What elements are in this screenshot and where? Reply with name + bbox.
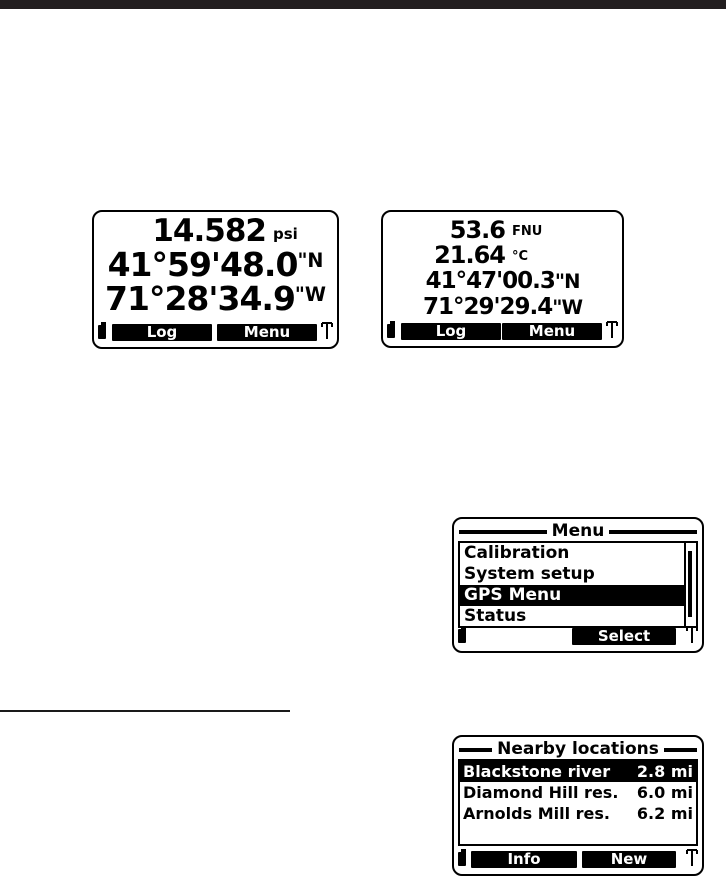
title-rule-left: [459, 748, 492, 752]
antenna-icon: [606, 320, 618, 343]
latitude-line: $41^\circ 59'48.0^{"N}$: [107, 245, 324, 284]
scrollbar[interactable]: [684, 543, 696, 626]
latitude-hemisphere: "N: [554, 270, 580, 293]
title-rule-right: [609, 530, 697, 534]
menu-list: [458, 541, 698, 628]
info-button[interactable]: Info: [471, 851, 577, 868]
locations-title: Nearby locations: [497, 739, 659, 759]
location-name: Diamond Hill res.: [463, 783, 619, 802]
temperature-unit: °C: [512, 249, 529, 264]
page-top-rule: [0, 0, 726, 9]
locations-list: [458, 759, 698, 846]
screen-nearby-locations: [452, 735, 704, 876]
longitude-line: 71°29'29.4"W: [422, 294, 583, 320]
scrollbar-thumb[interactable]: [688, 551, 692, 617]
longitude-hemisphere: "W: [294, 283, 326, 307]
antenna-icon: [686, 625, 698, 648]
location-row-arnolds-mill[interactable]: [460, 803, 696, 824]
latitude-line: 41°47'00.3"N: [425, 268, 580, 294]
menu-item-status[interactable]: Status: [464, 606, 527, 626]
softkey-bar: [98, 323, 333, 341]
temperature-reading-line: [383, 243, 622, 268]
antenna-icon: [686, 848, 698, 871]
softkey-bar: [387, 322, 618, 340]
longitude-hemisphere: "W: [552, 296, 583, 319]
select-button[interactable]: Select: [572, 628, 676, 645]
turbidity-value: 53.6: [449, 216, 505, 244]
battery-icon: [387, 320, 396, 343]
locations-titlebar: [459, 740, 697, 759]
battery-icon: [458, 625, 467, 648]
location-distance: 6.2 mi: [636, 804, 693, 823]
log-button[interactable]: Log: [112, 324, 212, 341]
latitude-hemisphere: "N: [297, 249, 324, 273]
location-distance: 6.0 mi: [636, 783, 693, 802]
turbidity-reading-line: [383, 218, 622, 243]
menu-item-gps-menu[interactable]: GPS Menu: [460, 585, 696, 606]
antenna-icon: [321, 321, 333, 344]
menu-title: Menu: [551, 521, 605, 541]
location-distance: 2.8 mi: [636, 762, 693, 781]
pressure-unit: psi: [273, 225, 298, 243]
pressure-value: 14.582: [152, 213, 266, 249]
softkey-bar: [458, 627, 698, 645]
location-name: Arnolds Mill res.: [463, 804, 610, 823]
title-rule-right: [664, 748, 697, 752]
menu-titlebar: [459, 522, 697, 541]
footnote-rule: [0, 710, 290, 712]
location-row-diamond-hill[interactable]: [460, 782, 696, 803]
location-row-blackstone[interactable]: [460, 761, 696, 782]
battery-icon: [458, 848, 467, 871]
menu-button[interactable]: Menu: [502, 323, 602, 340]
screen-menu: [452, 517, 704, 653]
new-button[interactable]: New: [582, 851, 676, 868]
temperature-value: 21.64: [434, 241, 505, 269]
location-name: Blackstone river: [463, 762, 611, 781]
menu-item-system-setup[interactable]: System setup: [464, 564, 595, 584]
battery-icon: [98, 321, 107, 344]
log-button[interactable]: Log: [401, 323, 501, 340]
title-rule-left: [459, 530, 547, 534]
softkey-bar: [458, 850, 698, 868]
menu-button[interactable]: Menu: [217, 324, 317, 341]
menu-item-calibration[interactable]: Calibration: [464, 543, 570, 563]
screen-pressure: [92, 210, 339, 349]
pressure-reading-line: [94, 215, 337, 248]
longitude-line: $71^\circ 28'34.9^{"W}$: [105, 279, 326, 318]
turbidity-unit: FNU: [512, 224, 543, 239]
screen-turbidity: [381, 210, 624, 348]
